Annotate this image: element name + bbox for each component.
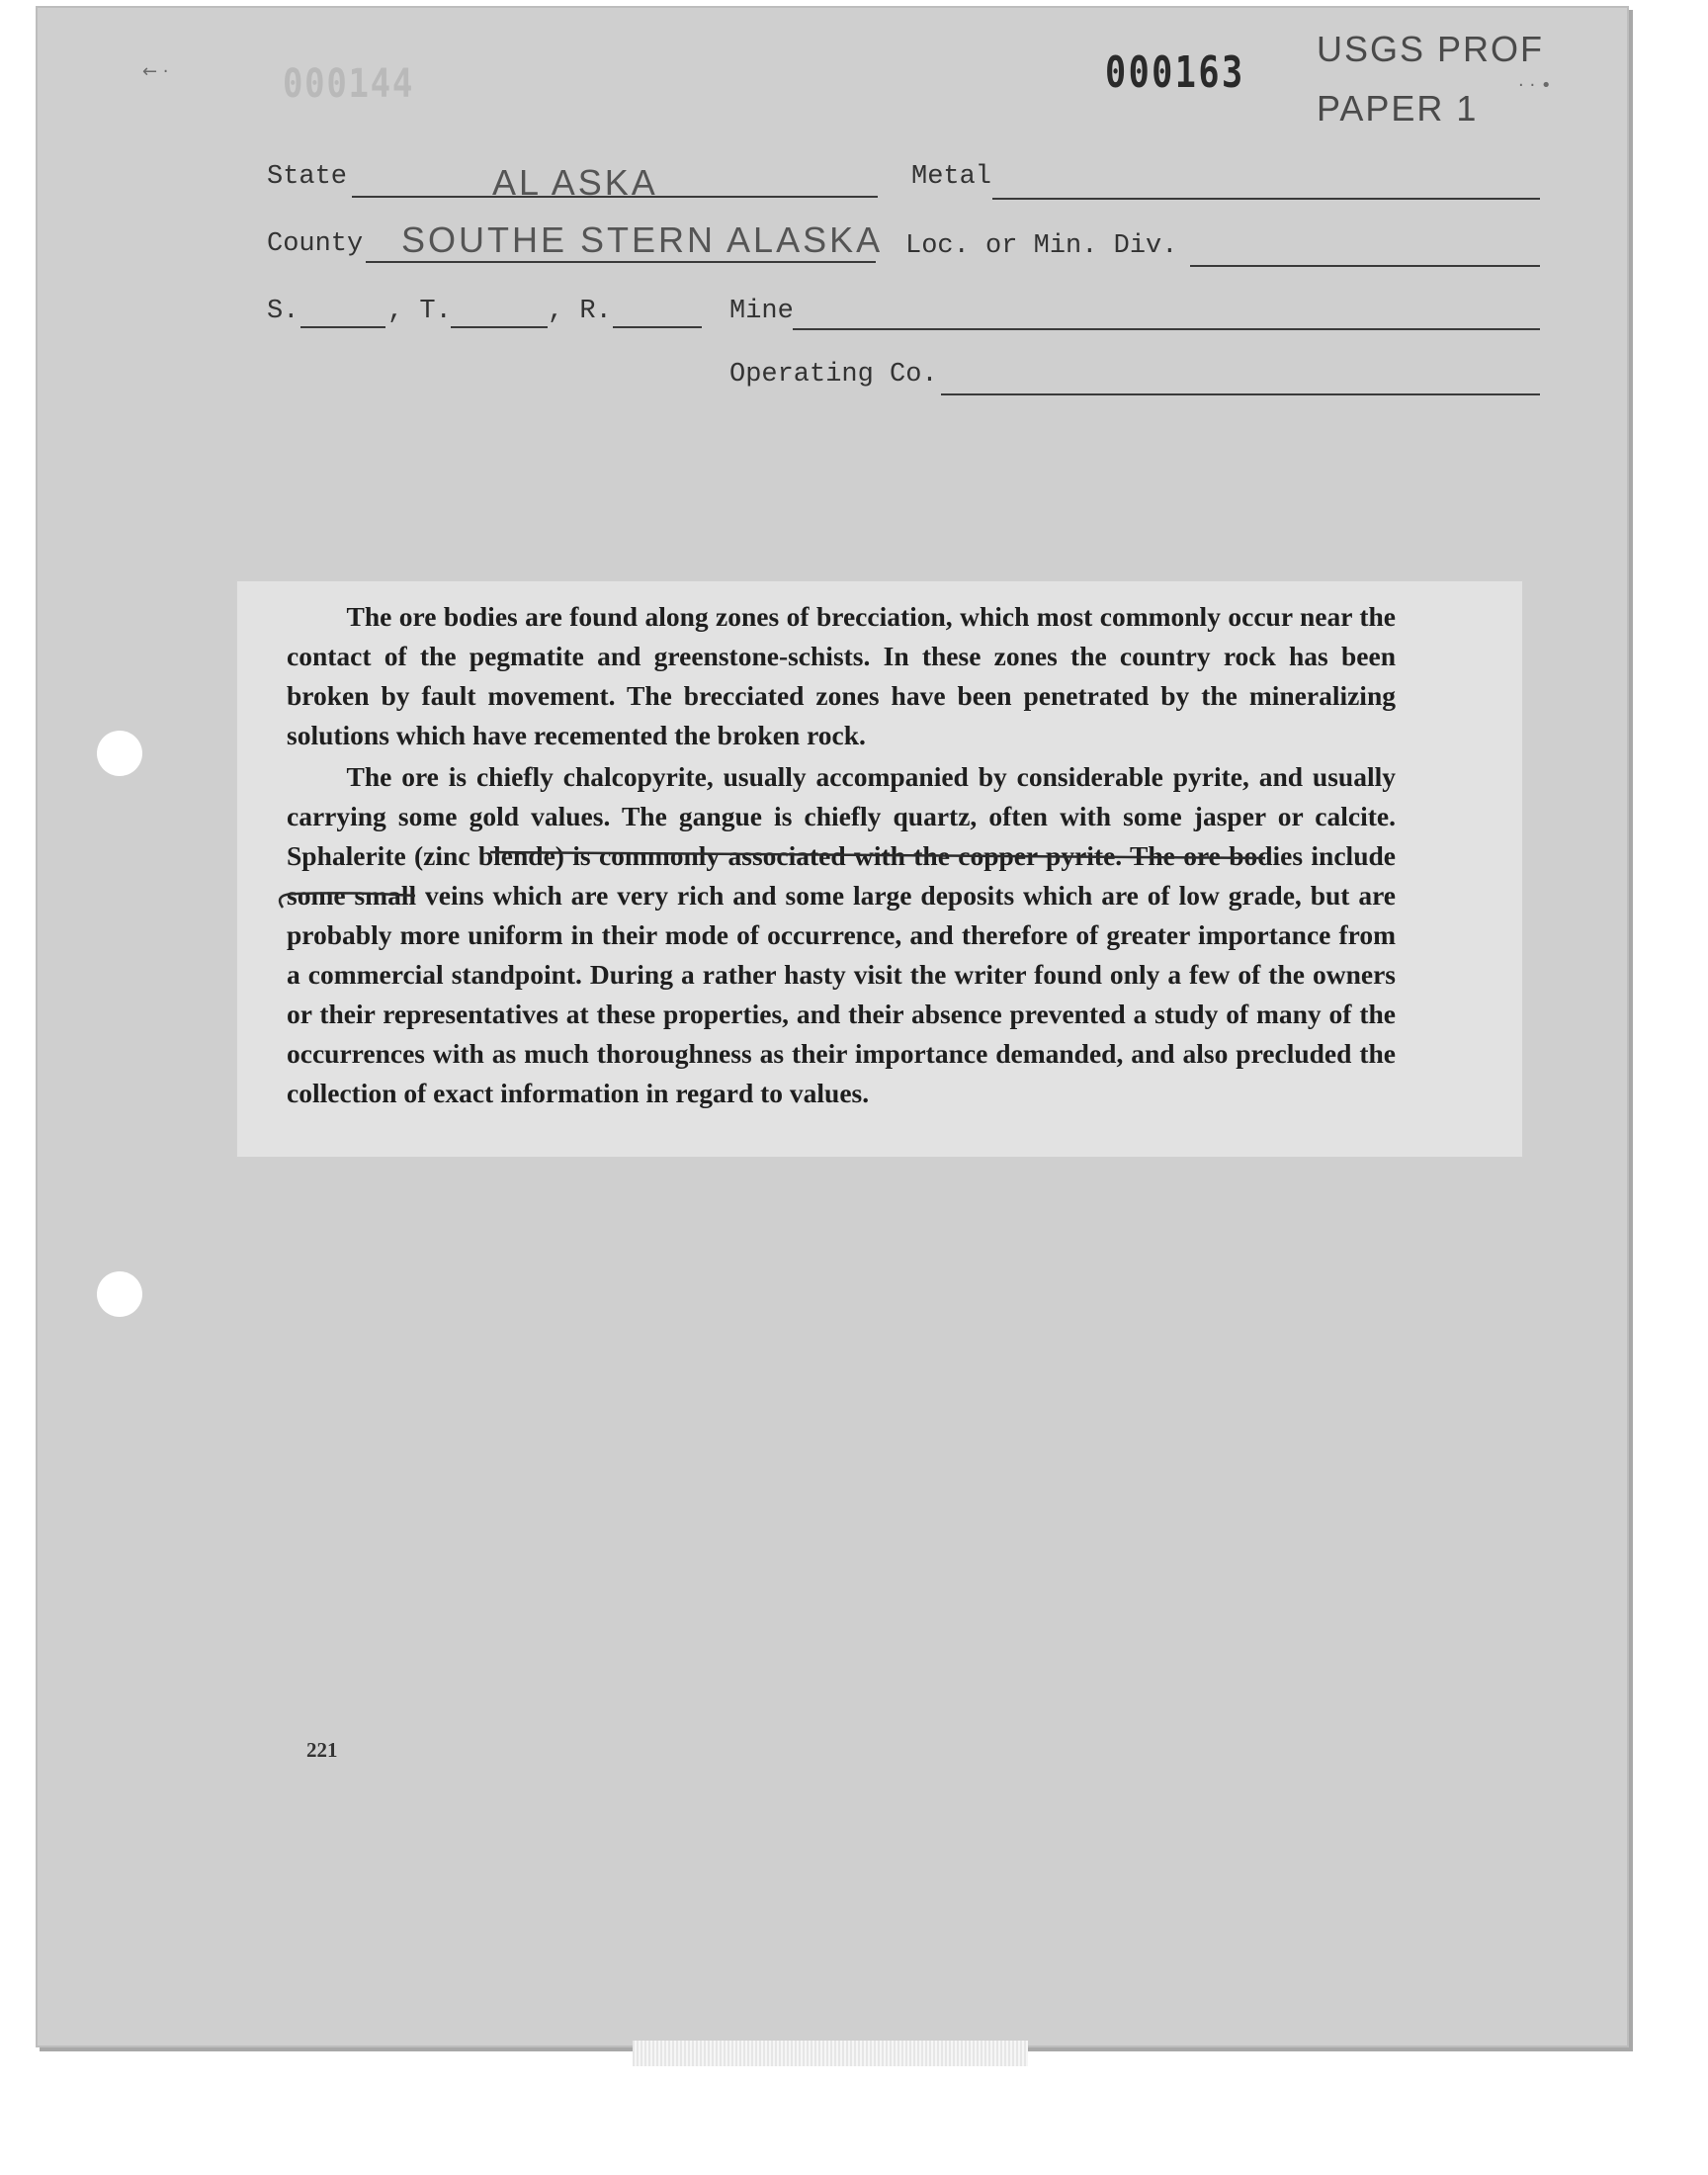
range-line bbox=[613, 326, 702, 328]
metal-label: Metal bbox=[911, 162, 992, 192]
operating-co-line bbox=[941, 393, 1540, 395]
punch-hole bbox=[97, 731, 142, 776]
county-value: SOUTHE STERN ALASKA bbox=[401, 219, 884, 260]
scan-edge-artifact bbox=[633, 2041, 1028, 2066]
operating-co-label: Operating Co. bbox=[729, 360, 938, 390]
loc-line bbox=[1190, 265, 1540, 267]
reference-line-1: USGS PROF bbox=[1317, 29, 1545, 69]
punch-hole bbox=[97, 1271, 142, 1317]
handwritten-underline bbox=[237, 581, 1522, 1157]
section-label: S. bbox=[267, 297, 299, 326]
stray-mark: ← · bbox=[142, 61, 169, 82]
underlined-passage: Sphalerite (zinc blende) is commonly associated with the copper pyrite. bbox=[287, 840, 1123, 871]
loc-label: Loc. or Min. Div. bbox=[905, 231, 1178, 261]
metal-line bbox=[992, 198, 1540, 200]
reference-stamp bbox=[1317, 20, 1544, 138]
township-label: , T. bbox=[387, 297, 452, 326]
county-line bbox=[366, 261, 876, 263]
page-number: 221 bbox=[306, 1738, 338, 1762]
mine-label: Mine bbox=[729, 297, 794, 326]
township-line bbox=[451, 326, 548, 328]
section-line bbox=[300, 326, 385, 328]
state-value: AL ASKA bbox=[492, 162, 658, 203]
clipping-text: The ore bodies include some small veins which are very rich and some large deposits which are of low grade, but are probably more uniform in their mode of occurrence, and therefore of greater importance from a commercial standpoint. During a rather hasty visit the writer found only a few of the owners or their representatives at these properties, and their absence prevented a study of many of the occurrences with as much thoroughness as their importance demanded, and also precluded the collection of exact information in regard to values. bbox=[287, 840, 1396, 1108]
clipping-text: The ore is chiefly chalcopyrite, usually accompanied by considerable pyrite, and usually carrying some gold values. The gangue is chiefly quartz, often with some jasper or calcite. bbox=[287, 761, 1396, 831]
mine-line bbox=[793, 328, 1540, 330]
county-label: County bbox=[267, 229, 364, 259]
clipping-paragraph-1: The ore bodies are found along zones of brecciation, which most commonly occur near the contact of the pegmatite and greenstone-schists. In these zones the country rock has been broken by fault movement. The brecciated zones have been penetrated by the mineralizing solutions which have recemented the broken rock. bbox=[287, 601, 1396, 750]
document-sheet bbox=[36, 6, 1629, 2047]
reference-line-2: PAPER 1 bbox=[1317, 88, 1479, 129]
state-label: State bbox=[267, 162, 348, 192]
stray-mark: · · • bbox=[1518, 75, 1552, 96]
document-number-stamp: 000163 bbox=[1105, 47, 1245, 98]
pasted-text-clipping bbox=[237, 581, 1522, 1157]
range-label: , R. bbox=[548, 297, 612, 326]
faded-document-number: 000144 bbox=[283, 61, 415, 107]
